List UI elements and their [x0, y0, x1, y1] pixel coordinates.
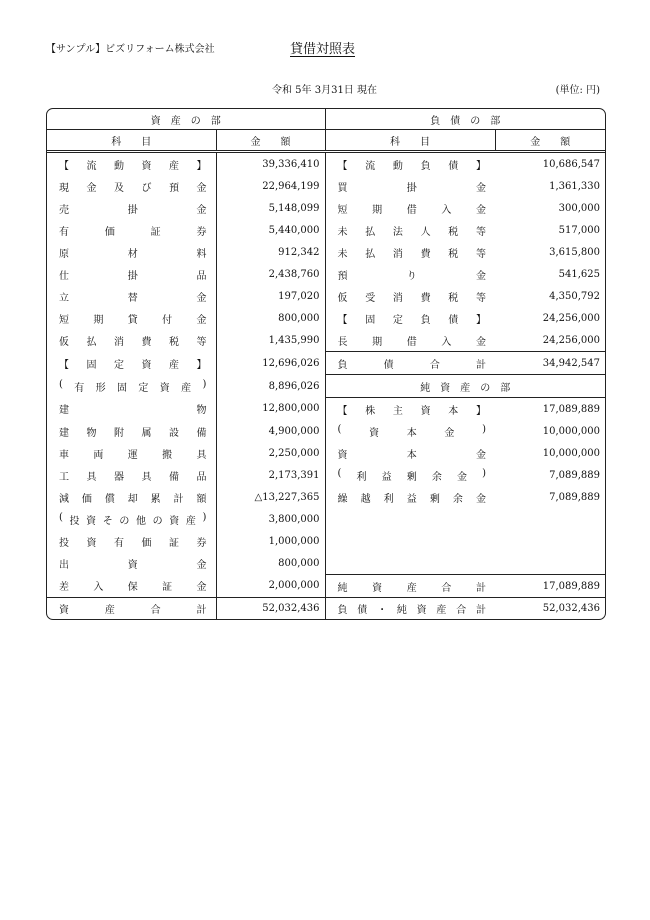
item-label: 仕 掛 品 — [59, 270, 207, 282]
asset-amount: 1,000,000 — [216, 530, 325, 552]
asset-item-name — [47, 442, 216, 464]
asset-item-name — [47, 420, 216, 442]
liability-amount: 10,000,000 — [542, 447, 600, 459]
liability-amount: 7,089,889 — [549, 491, 600, 503]
asset-amount: △13,227,365 — [216, 486, 325, 508]
table-row — [47, 197, 605, 219]
liability-item-name — [325, 398, 495, 421]
asset-amount: 12,696,026 — [216, 352, 325, 375]
item-label: 仮 受 消 費 税 等 — [337, 292, 486, 304]
assets-amount-header: 金 額 — [216, 130, 325, 152]
net-assets-section-header — [325, 375, 605, 398]
balance-sheet — [46, 108, 606, 620]
table-row — [47, 329, 605, 352]
liability-item-name — [325, 241, 495, 263]
liability-item-name — [325, 152, 495, 176]
asset-amount: 4,900,000 — [216, 420, 325, 442]
liability-item-name — [325, 329, 495, 352]
item-label: ( 有 形 固 定 資 産 ) — [59, 378, 207, 394]
item-label: 減 価 償 却 累 計 額 — [59, 493, 207, 505]
item-label: ( 資 本 金 ) — [337, 423, 486, 439]
asset-item-name — [47, 508, 216, 530]
asset-amount: 800,000 — [216, 552, 325, 575]
asset-amount: 2,438,760 — [216, 263, 325, 285]
liability-amount: 541,625 — [558, 268, 600, 280]
liability-amount: 4,350,792 — [549, 290, 600, 302]
liability-amount: 7,089,889 — [549, 469, 600, 481]
item-label: 【 固 定 負 債 】 — [337, 314, 486, 326]
liability-item-name — [325, 307, 495, 329]
table-row — [47, 575, 605, 598]
item-label: 立 替 金 — [59, 292, 207, 304]
liability-amount: 24,256,000 — [542, 312, 600, 324]
liability-item-name — [325, 530, 495, 552]
liability-item-name — [325, 197, 495, 219]
item-label: 買 掛 金 — [337, 182, 486, 194]
item-label: 資 産 合 計 — [59, 605, 207, 616]
report-date: 令和 5年 3月31日 現在 — [272, 85, 377, 96]
item-label: 純 資 産 合 計 — [337, 582, 486, 594]
asset-item-name — [47, 352, 216, 375]
liabilities-section-header: 負 債 の 部 — [325, 109, 605, 130]
page-title: 貸借対照表 — [290, 42, 356, 57]
liability-amount: 52,032,436 — [495, 598, 605, 620]
item-label: ( 利 益 剰 余 金 ) — [337, 467, 486, 483]
liability-item-name — [325, 598, 495, 620]
item-label: 未 払 法 人 税 等 — [337, 226, 486, 238]
liability-amount: 24,256,000 — [542, 334, 600, 346]
liability-amount — [495, 530, 605, 552]
asset-amount: 5,148,099 — [216, 197, 325, 219]
item-label: 出 資 金 — [59, 559, 207, 571]
balance-sheet-table — [47, 109, 605, 619]
liability-amount — [495, 508, 605, 530]
asset-item-name — [47, 197, 216, 219]
table-row — [47, 530, 605, 552]
totals-row — [47, 598, 605, 620]
liability-item-name — [325, 420, 495, 442]
unit-label: (単位: 円) — [555, 85, 600, 96]
section-header-row — [47, 109, 605, 130]
liability-amount: 300,000 — [558, 202, 600, 214]
asset-item-name — [47, 530, 216, 552]
liabilities-item-header: 科 目 — [325, 130, 495, 152]
table-row — [47, 175, 605, 197]
column-header-row — [47, 130, 605, 152]
asset-item-name — [47, 398, 216, 421]
table-row — [47, 219, 605, 241]
item-label: 工 具 器 具 備 品 — [59, 471, 207, 483]
asset-item-name — [47, 219, 216, 241]
asset-amount: 800,000 — [216, 307, 325, 329]
asset-item-name — [47, 285, 216, 307]
item-label: 差 入 保 証 金 — [59, 582, 207, 594]
item-label: 資 本 金 — [337, 449, 486, 461]
liability-item-name — [325, 285, 495, 307]
asset-item-name — [47, 464, 216, 486]
table-row — [47, 486, 605, 508]
company-name: 【サンプル】ビズリフォーム株式会社 — [46, 44, 215, 55]
asset-amount: 5,440,000 — [216, 219, 325, 241]
asset-amount: 912,342 — [216, 241, 325, 263]
liability-item-name — [325, 552, 495, 575]
liability-item-name — [325, 352, 495, 375]
net-assets-section-label: 純 資 産 の 部 — [420, 382, 511, 394]
table-row — [47, 375, 605, 398]
asset-amount: 2,250,000 — [216, 442, 325, 464]
item-label: 【 株 主 資 本 】 — [337, 405, 486, 417]
liabilities-amount-header: 金 額 — [495, 130, 605, 152]
asset-item-name — [47, 598, 216, 620]
asset-item-name — [47, 263, 216, 285]
item-label: 未 払 消 費 税 等 — [337, 248, 486, 260]
table-row — [47, 508, 605, 530]
liability-amount: 17,089,889 — [542, 403, 600, 415]
assets-item-header: 科 目 — [47, 130, 216, 152]
asset-item-name — [47, 329, 216, 352]
liability-amount: 3,615,800 — [549, 246, 600, 258]
table-row — [47, 398, 605, 421]
liability-amount: 17,089,889 — [495, 575, 605, 598]
item-label: 売 掛 金 — [59, 204, 207, 216]
table-row — [47, 307, 605, 329]
item-label: 【 流 動 負 債 】 — [337, 160, 486, 172]
item-label: 現 金 及 び 預 金 — [59, 182, 207, 194]
item-label: 短 期 貸 付 金 — [59, 314, 207, 326]
table-row — [47, 263, 605, 285]
liability-item-name — [325, 175, 495, 197]
asset-amount: 12,800,000 — [216, 398, 325, 421]
liability-amount: 34,942,547 — [495, 352, 605, 375]
item-label: 建 物 附 属 設 備 — [59, 427, 207, 439]
table-row — [47, 464, 605, 486]
table-row — [47, 552, 605, 575]
asset-item-name — [47, 152, 216, 176]
liability-item-name — [325, 464, 495, 486]
item-label: 仮 払 消 費 税 等 — [59, 336, 207, 348]
liability-amount: 1,361,330 — [549, 180, 600, 192]
asset-item-name — [47, 175, 216, 197]
asset-item-name — [47, 307, 216, 329]
liability-item-name — [325, 442, 495, 464]
asset-amount: 39,336,410 — [216, 152, 325, 176]
item-label: 長 期 借 入 金 — [337, 336, 486, 348]
asset-amount: 2,173,391 — [216, 464, 325, 486]
liability-amount: 10,000,000 — [542, 425, 600, 437]
item-label: 【 流 動 資 産 】 — [59, 160, 207, 172]
item-label: 有 価 証 券 — [59, 226, 207, 238]
asset-item-name — [47, 486, 216, 508]
item-label: 【 固 定 資 産 】 — [59, 359, 207, 371]
asset-item-name — [47, 375, 216, 398]
liability-item-name — [325, 575, 495, 598]
item-label: 車 両 運 搬 具 — [59, 449, 207, 461]
asset-amount: 197,020 — [216, 285, 325, 307]
item-label: ( 投 資 そ の 他 の 資 産 ) — [59, 511, 207, 527]
table-row — [47, 352, 605, 375]
item-label: 負 債 合 計 — [337, 359, 486, 371]
item-label: 負 債 ・ 純 資 産 合 計 — [337, 605, 486, 616]
asset-amount: 22,964,199 — [216, 175, 325, 197]
asset-item-name — [47, 575, 216, 598]
item-label: 投 資 有 価 証 券 — [59, 537, 207, 549]
item-label: 建 物 — [59, 405, 207, 417]
item-label: 繰 越 利 益 剰 余 金 — [337, 493, 486, 505]
asset-amount: 2,000,000 — [216, 575, 325, 598]
item-label: 原 材 料 — [59, 248, 207, 260]
asset-amount: 52,032,436 — [216, 598, 325, 620]
asset-item-name — [47, 241, 216, 263]
table-row — [47, 442, 605, 464]
asset-item-name — [47, 552, 216, 575]
assets-section-header: 資 産 の 部 — [47, 109, 325, 130]
asset-amount: 1,435,990 — [216, 329, 325, 352]
table-row — [47, 241, 605, 263]
liability-amount: 517,000 — [558, 224, 600, 236]
liability-item-name — [325, 263, 495, 285]
liability-amount: 10,686,547 — [542, 158, 600, 170]
table-row — [47, 152, 605, 176]
table-row — [47, 420, 605, 442]
asset-amount: 8,896,026 — [216, 375, 325, 398]
table-row — [47, 285, 605, 307]
liability-amount — [495, 552, 605, 575]
liability-item-name — [325, 219, 495, 241]
liability-item-name — [325, 486, 495, 508]
asset-amount: 3,800,000 — [216, 508, 325, 530]
liability-item-name — [325, 508, 495, 530]
item-label: 短 期 借 入 金 — [337, 204, 486, 216]
item-label: 預 り 金 — [337, 270, 486, 282]
